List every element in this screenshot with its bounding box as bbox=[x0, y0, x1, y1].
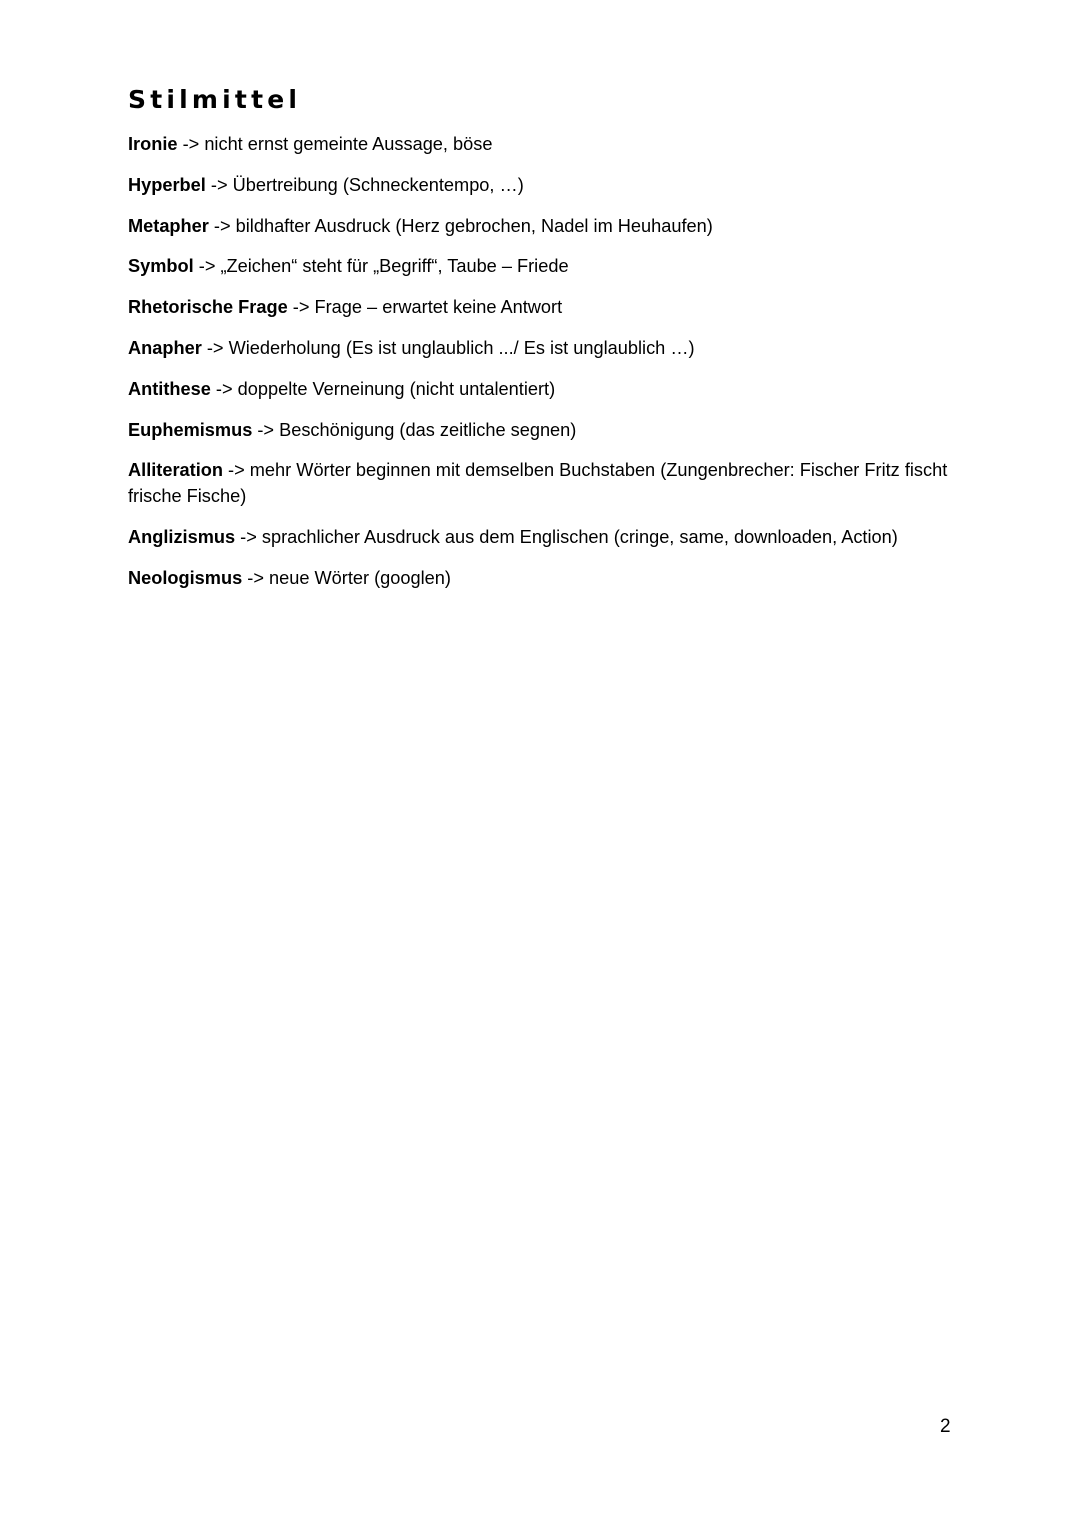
list-item-metapher bbox=[128, 213, 958, 239]
page-number: 2 bbox=[940, 1416, 951, 1437]
list-item-symbol bbox=[128, 253, 958, 279]
stylistic-devices-list bbox=[128, 131, 958, 606]
list-item-antithese bbox=[128, 376, 958, 402]
term-definition: -> nicht ernst gemeinte Aussage, böse bbox=[177, 134, 493, 154]
term-label: Ironie bbox=[128, 134, 178, 154]
term-label: Antithese bbox=[128, 378, 211, 399]
term-label: Symbol bbox=[128, 256, 194, 277]
page-heading: Stilmittel bbox=[128, 85, 302, 114]
list-item-anapher bbox=[128, 335, 958, 361]
term-definition: -> Beschönigung (das zeitliche segnen) bbox=[252, 419, 577, 440]
list-item-hyperbel bbox=[128, 172, 958, 198]
term-label: Neologismus bbox=[128, 567, 243, 588]
term-label: Rhetorische Frage bbox=[128, 297, 288, 318]
list-item-euphemismus bbox=[128, 417, 958, 443]
term-definition: -> „Zeichen“ steht für „Begriff“, Taube – Friede bbox=[193, 256, 569, 277]
list-item-ironie bbox=[128, 131, 958, 157]
term-label: Alliteration bbox=[128, 460, 223, 481]
term-definition: -> Frage – erwartet keine Antwort bbox=[287, 297, 563, 318]
term-definition: -> doppelte Verneinung (nicht untalentiert) bbox=[210, 378, 556, 399]
term-label: Hyperbel bbox=[128, 174, 206, 195]
term-label: Anglizismus bbox=[128, 527, 236, 548]
list-item-anglizismus bbox=[128, 524, 958, 550]
term-label: Euphemismus bbox=[128, 419, 253, 440]
term-definition: -> neue Wörter (googlen) bbox=[242, 567, 451, 588]
list-item-neologismus bbox=[128, 565, 958, 591]
term-definition: -> Übertreibung (Schneckentempo, …) bbox=[205, 174, 524, 195]
list-item-alliteration bbox=[128, 457, 958, 509]
term-label: Metapher bbox=[128, 215, 209, 236]
term-definition: -> mehr Wörter beginnen mit demselben Buchstaben (Zungenbrecher: Fischer Fritz fischt frische Fische) bbox=[128, 460, 948, 507]
list-item-rhetorische-frage bbox=[128, 294, 958, 320]
term-definition: -> bildhafter Ausdruck (Herz gebrochen, Nadel im Heuhaufen) bbox=[208, 215, 713, 236]
term-label: Anapher bbox=[128, 337, 202, 358]
term-definition: -> sprachlicher Ausdruck aus dem Englischen (cringe, same, downloaden, Action) bbox=[235, 527, 898, 548]
term-definition: -> Wiederholung (Es ist unglaublich .../ Es ist unglaublich …) bbox=[201, 337, 695, 358]
